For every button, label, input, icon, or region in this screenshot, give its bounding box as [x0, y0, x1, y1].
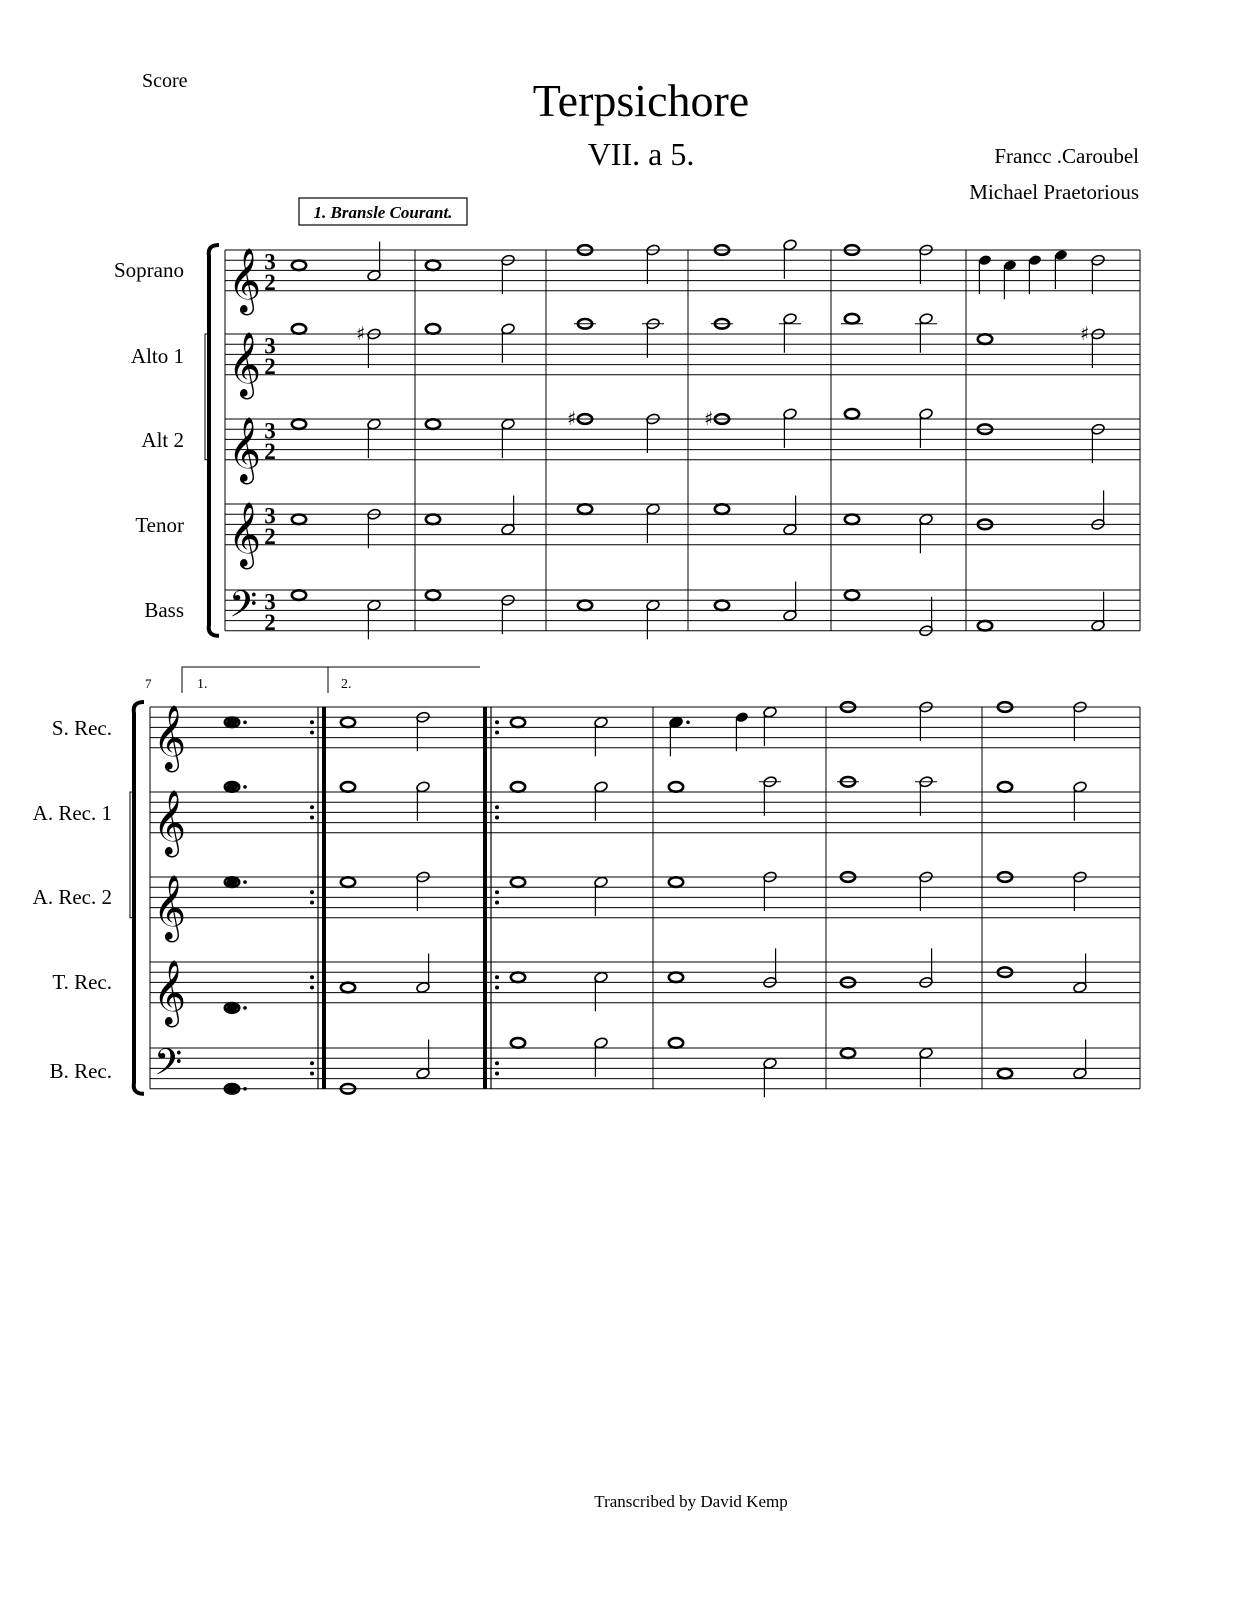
repeat-dot — [495, 1061, 499, 1065]
whole-note — [511, 877, 525, 887]
treble-clef-icon: 𝄞 — [153, 959, 187, 1025]
time-signature-bottom: 2 — [264, 609, 276, 635]
transcriber-credit: Transcribed by David Kemp — [594, 1492, 788, 1511]
piece-subtitle: VII. a 5. — [587, 136, 695, 172]
whole-note — [845, 314, 859, 324]
whole-note — [841, 1048, 855, 1058]
whole-note — [426, 590, 440, 600]
repeat-dot — [495, 890, 499, 894]
dot — [243, 1087, 247, 1091]
repeat-dot — [310, 1061, 314, 1065]
treble-clef-icon: 𝄞 — [153, 789, 187, 855]
staff-layer — [130, 245, 1140, 1094]
treble-clef-icon: 𝄞 — [153, 704, 187, 770]
whole-note — [511, 718, 525, 728]
whole-note — [426, 515, 440, 525]
instrument-label-soprano: Soprano — [114, 258, 184, 282]
measure-number: 7 — [145, 676, 152, 691]
treble-clef-icon: 𝄞 — [228, 331, 262, 397]
dot — [686, 721, 690, 725]
whole-note — [845, 590, 859, 600]
repeat-dot — [495, 720, 499, 724]
ending-bracket — [182, 667, 480, 693]
instrument-label-alto2: Alt 2 — [141, 428, 184, 452]
quarter-note — [1028, 254, 1042, 266]
repeat-dot — [495, 1072, 499, 1076]
whole-note — [292, 261, 306, 271]
whole-note — [715, 601, 729, 611]
section-title: 1. Bransle Courant. — [313, 203, 453, 222]
treble-clef-icon: 𝄞 — [228, 416, 262, 482]
time-signature-bottom: 2 — [264, 523, 276, 549]
instrument-label-s-rec: S. Rec. — [51, 716, 112, 740]
whole-note — [511, 1038, 525, 1048]
whole-note — [978, 334, 992, 344]
quarter-note — [1003, 259, 1017, 271]
whole-note — [292, 419, 306, 429]
instrument-label-alto1: Alto 1 — [130, 344, 184, 368]
whole-note — [292, 590, 306, 600]
time-signature-bottom: 2 — [264, 269, 276, 295]
sharp-icon: ♯ — [567, 408, 577, 430]
instrument-label-a-rec2: A. Rec. 2 — [32, 885, 112, 909]
system-bracket — [134, 702, 144, 1094]
whole-note — [341, 718, 355, 728]
composer-credit: Francc .Caroubel — [994, 144, 1139, 168]
arranger-credit: Michael Praetorious — [969, 180, 1139, 204]
repeat-dot — [310, 986, 314, 990]
whole-note — [341, 983, 355, 993]
whole-note — [511, 782, 525, 792]
time-signature-top: 3 — [264, 503, 276, 529]
time-signature-top: 3 — [264, 333, 276, 359]
time-signature-bottom: 2 — [264, 353, 276, 379]
whole-note — [426, 261, 440, 271]
repeat-dot — [495, 816, 499, 820]
repeat-dot — [310, 975, 314, 979]
whole-note — [845, 515, 859, 525]
sharp-icon: ♯ — [1080, 323, 1090, 345]
time-signature-bottom: 2 — [264, 438, 276, 464]
whole-note — [292, 515, 306, 525]
time-signature-top: 3 — [264, 249, 276, 275]
ending-2-label: 2. — [341, 677, 352, 692]
bass-clef-icon: 𝄢 — [154, 1041, 183, 1093]
repeat-dot — [310, 890, 314, 894]
whole-note — [669, 1038, 683, 1048]
repeat-dot — [495, 731, 499, 735]
repeat-dot — [495, 986, 499, 990]
whole-note — [845, 409, 859, 419]
bass-clef-icon: 𝄢 — [229, 583, 258, 635]
whole-note — [978, 621, 992, 631]
whole-note — [578, 601, 592, 611]
quarter-note — [1054, 249, 1068, 261]
whole-note — [511, 973, 525, 983]
treble-clef-icon: 𝄞 — [228, 501, 262, 567]
repeat-dot — [310, 901, 314, 905]
instrument-label-bass: Bass — [144, 598, 184, 622]
whole-note — [341, 877, 355, 887]
instrument-label-b-rec: B. Rec. — [49, 1059, 112, 1083]
instrument-label-a-rec1: A. Rec. 1 — [32, 801, 112, 825]
instrument-label-tenor: Tenor — [135, 513, 184, 537]
dot — [243, 785, 247, 789]
piece-title: Terpsichore — [532, 75, 750, 126]
whole-note — [426, 419, 440, 429]
note-layer — [225, 239, 1105, 1098]
dot — [243, 1006, 247, 1010]
sharp-icon: ♯ — [704, 408, 714, 430]
quarter-note — [735, 711, 749, 723]
repeat-dot — [310, 720, 314, 724]
repeat-dot — [310, 816, 314, 820]
whole-note — [998, 1069, 1012, 1079]
whole-note — [669, 782, 683, 792]
dot — [243, 880, 247, 884]
treble-clef-icon: 𝄞 — [228, 247, 262, 313]
whole-note — [426, 324, 440, 334]
whole-note — [998, 782, 1012, 792]
repeat-dot — [310, 805, 314, 809]
repeat-dot — [310, 731, 314, 735]
time-signature-top: 3 — [264, 589, 276, 615]
repeat-dot — [495, 901, 499, 905]
quarter-note — [978, 254, 992, 266]
ending-1-label: 1. — [197, 677, 208, 692]
treble-clef-icon: 𝄞 — [153, 874, 187, 940]
whole-note — [669, 973, 683, 983]
whole-note — [669, 877, 683, 887]
whole-note — [715, 504, 729, 514]
repeat-dot — [495, 805, 499, 809]
repeat-dot — [310, 1072, 314, 1076]
whole-note — [578, 504, 592, 514]
time-signature-top: 3 — [264, 418, 276, 444]
instrument-label-t-rec: T. Rec. — [52, 970, 112, 994]
dot — [243, 721, 247, 725]
sharp-icon: ♯ — [356, 323, 366, 345]
whole-note — [341, 782, 355, 792]
system-bracket — [209, 245, 219, 636]
score-label: Score — [142, 70, 188, 92]
whole-note — [292, 324, 306, 334]
repeat-dot — [495, 975, 499, 979]
